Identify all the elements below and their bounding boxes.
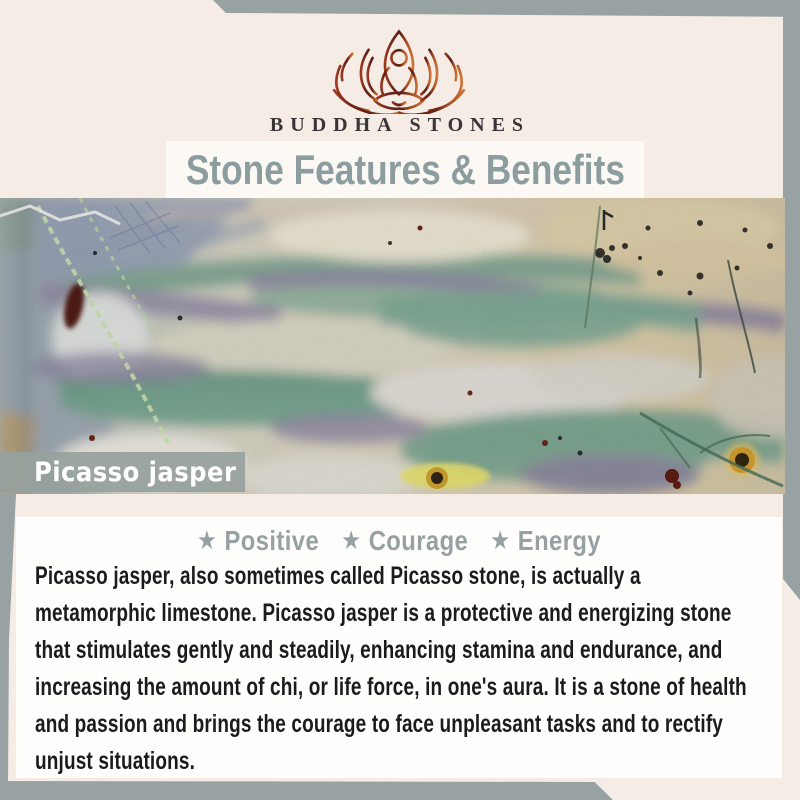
traits-row [73, 525, 724, 557]
description-card [16, 517, 782, 778]
trait-item [490, 525, 601, 557]
star-icon: ★ [196, 526, 217, 556]
bottom-accent-band [0, 781, 613, 800]
stone-texture-art [0, 198, 785, 494]
brand-header [0, 0, 800, 140]
lotus-meditation-icon [324, 26, 474, 114]
trait-label: Energy [517, 525, 602, 556]
description-line: and passion and brings the courage to face unpleasant tasks and to rectify [35, 710, 724, 738]
description-line: unjust situations. [35, 747, 196, 775]
star-icon: ★ [490, 526, 511, 556]
trait-item [341, 525, 468, 557]
star-icon: ★ [341, 526, 362, 556]
brand-name: BUDDHA STONES [269, 114, 531, 136]
trait-item [197, 525, 319, 557]
section-title: Stone Features & Benefits [185, 145, 625, 193]
section-title-banner [166, 141, 644, 198]
trait-label: Courage [368, 525, 469, 556]
description-line: increasing the amount of chi, or life force, in one's aura. It is a stone of health [35, 673, 747, 701]
stone-name: Picasso jasper [34, 456, 237, 488]
stone-description [35, 558, 747, 780]
description-line: Picasso jasper, also sometimes called Picasso stone, is actually a [35, 562, 641, 590]
description-line: that stimulates gently and steadily, enhancing stamina and endurance, and [35, 636, 723, 664]
picasso-jasper-stone-photo [0, 198, 785, 494]
trait-label: Positive [224, 525, 320, 556]
stone-name-label [0, 452, 245, 492]
description-line: metamorphic limestone. Picasso jasper is a protective and energizing stone [35, 599, 732, 627]
